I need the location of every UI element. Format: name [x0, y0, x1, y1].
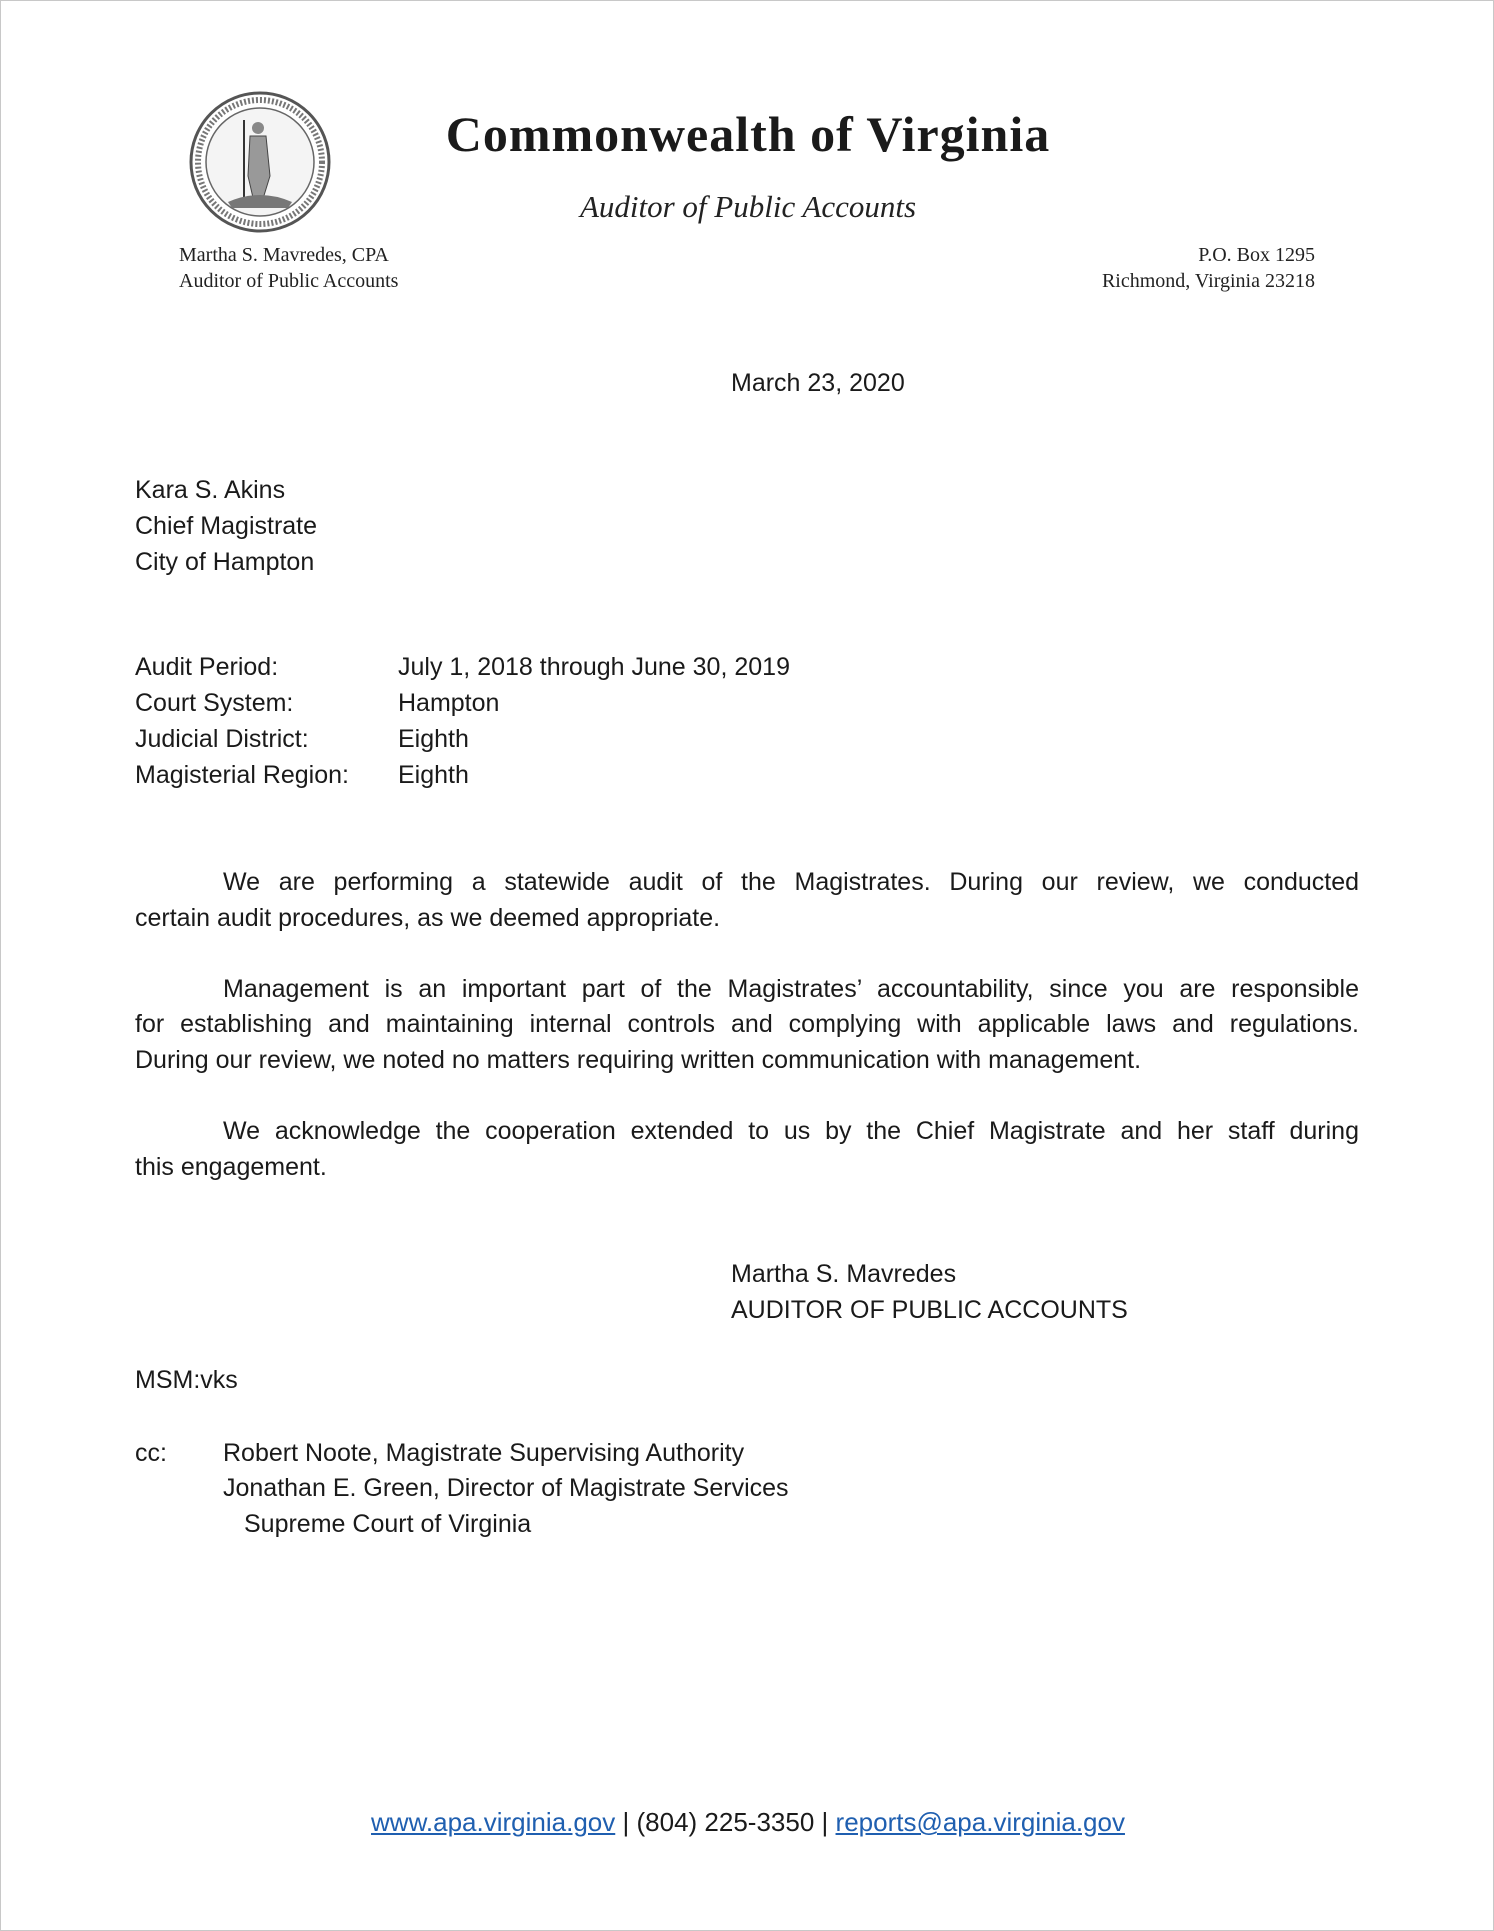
paragraph-3-line: We acknowledge the cooperation extended to us by the Chief Magistrate and her staff during — [223, 1117, 1359, 1145]
city-state-zip: Richmond, Virginia 23218 — [1101, 270, 1315, 292]
signer-name: Martha S. Mavredes — [731, 1260, 957, 1288]
footer-separator: | — [821, 1807, 829, 1837]
cc-line: Robert Noote, Magistrate Supervising Authority — [223, 1439, 745, 1467]
email-link[interactable]: reports@apa.virginia.gov — [835, 1807, 1125, 1837]
letterhead-subtitle: Auditor of Public Accounts — [579, 189, 917, 224]
audit-info-row: Court System: Hampton — [135, 689, 500, 717]
footer — [1, 1807, 1494, 1838]
recipient-org: City of Hampton — [135, 548, 315, 576]
recipient-name: Kara S. Akins — [135, 476, 286, 504]
audit-info-row: Audit Period: July 1, 2018 through June 30, 2019 — [135, 653, 790, 681]
audit-info — [135, 649, 790, 793]
initials: MSM:vks — [135, 1366, 238, 1394]
recipient-title: Chief Magistrate — [135, 512, 318, 540]
signature-block — [731, 1256, 1128, 1328]
paragraph-3-line: this engagement. — [135, 1153, 327, 1181]
auditor-title: Auditor of Public Accounts — [179, 270, 399, 292]
letterhead-title: Commonwealth of Virginia — [445, 106, 1051, 162]
signer-title: AUDITOR OF PUBLIC ACCOUNTS — [731, 1296, 1128, 1324]
letterhead-left — [179, 242, 398, 294]
audit-info-row: Judicial District: Eighth — [135, 725, 469, 753]
auditor-name: Martha S. Mavredes, CPA — [179, 244, 389, 266]
paragraph-1-line: We are performing a statewide audit of the Magistrates. During our review, we conducted — [223, 868, 1359, 896]
cc-line: Supreme Court of Virginia — [244, 1510, 532, 1538]
cc-line: Jonathan E. Green, Director of Magistrate Services — [223, 1474, 789, 1502]
audit-info-row: Magisterial Region: Eighth — [135, 761, 469, 789]
footer-separator: | — [622, 1807, 630, 1837]
phone-number: (804) 225-3350 — [636, 1807, 815, 1837]
paragraph-2-line: for establishing and maintaining internal controls and complying with applicable laws and regulations. — [135, 1010, 1359, 1038]
cc-label: cc: — [135, 1439, 167, 1467]
recipient-block — [135, 472, 317, 580]
letterhead-right — [1102, 242, 1315, 294]
paragraph-2-line: During our review, we noted no matters requiring written communication with management. — [135, 1046, 1142, 1074]
po-box: P.O. Box 1295 — [1198, 244, 1315, 266]
website-link[interactable]: www.apa.virginia.gov — [371, 1807, 616, 1837]
paragraph-2-line: Management is an important part of the Magistrates’ accountability, since you are responsible — [223, 975, 1359, 1003]
paragraph-1-line: certain audit procedures, as we deemed appropriate. — [135, 904, 721, 932]
letter-date: March 23, 2020 — [731, 369, 905, 397]
